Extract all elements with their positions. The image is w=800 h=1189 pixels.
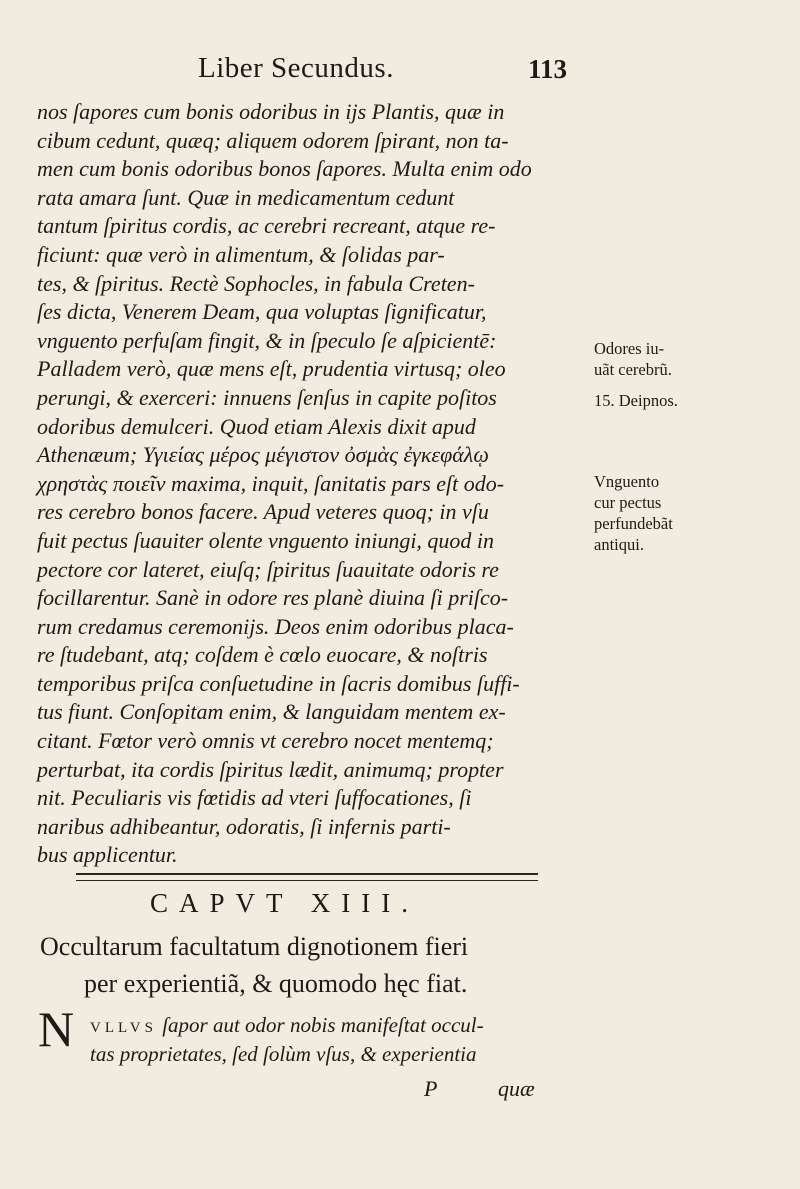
margin-note-line: Odores iu- — [594, 339, 665, 358]
margin-note-line: Vnguento — [594, 472, 660, 491]
first-word-smallcaps: VLLVS — [90, 1020, 157, 1036]
margin-note-line: perfundebãt — [594, 514, 673, 533]
text-line: χρηστὰς ποιεῖν maxima, inquit, ſanitatis pars eſt odo- — [37, 470, 505, 496]
text-line: citant. Fœtor verò omnis vt cerebro nocet mentemq; — [37, 728, 494, 754]
margin-note-line: antiqui. — [594, 535, 644, 554]
catchword: quæ — [498, 1076, 535, 1101]
page-number: 113 — [528, 54, 568, 84]
text-line: odoribus demulceri. Quod etiam Alexis dixit apud — [37, 413, 476, 439]
text-line: vnguento perfuſam fingit, & in ſpeculo ſe aſpicientē: — [37, 327, 497, 353]
chapter-title-line: per experientiã, & quomodo hęc fiat. — [84, 969, 468, 998]
text-line: tes, & ſpiritus. Rectè Sophocles, in fabula Creten- — [37, 270, 475, 296]
text-line: nos ſapores cum bonis odoribus in ijs Plantis, quæ in — [37, 99, 505, 124]
margin-notes — [594, 338, 794, 563]
text-line: perturbat, ita cordis ſpiritus lædit, animumq; propter — [37, 756, 504, 782]
text-line: focillarentur. Sanè in odore res planè diuina ſi priſco- — [37, 585, 509, 611]
page-footer — [0, 1076, 800, 1106]
running-title: Liber Secundus. — [198, 52, 394, 84]
text-line: men cum bonis odoribus bonos ſapores. Multa enim odo — [37, 156, 532, 182]
main-text-block — [37, 98, 585, 870]
text-line: re ſtudebant, atq; coſdem è cœlo euocare, & noſtris — [37, 642, 488, 668]
text-line: tas proprietates, ſed ſolùm vſus, & experientia — [90, 1041, 477, 1066]
text-line: nit. Peculiaris vis fœtidis ad vteri ſuffocationes, ſi — [37, 785, 472, 811]
margin-note-line: uãt cerebrũ. — [594, 360, 672, 379]
margin-note — [594, 338, 794, 380]
section-divider — [76, 873, 538, 875]
text-line: ficiunt: quæ verò in alimentum, & ſolidas par- — [37, 241, 445, 267]
section-divider — [76, 880, 538, 881]
text-line: res cerebro bonos facere. Apud veteres quoq; in vſu — [37, 499, 489, 525]
margin-note-line: 15. Deipnos. — [594, 391, 678, 410]
text-line: rum credamus ceremonijs. Deos enim odoribus placa- — [37, 613, 514, 639]
chapter-heading: CAPVT XIII. — [150, 888, 419, 918]
text-line: rata amara ſunt. Quæ in medicamentum cedunt — [37, 184, 455, 210]
chapter-title-line: Occultarum facultatum dignotionem fieri — [40, 932, 469, 961]
text-line: naribus adhibeantur, odoratis, ſi infernis parti- — [37, 813, 451, 839]
text-line — [90, 1011, 484, 1040]
text-line: Palladem verò, quæ mens eſt, prudentia virtusq; oleo — [37, 356, 506, 382]
text-line: perungi, & exerceri: innuens ſenſus in capite poſitos — [37, 384, 497, 410]
margin-note — [594, 390, 794, 411]
margin-note — [594, 471, 794, 555]
chapter-text-block — [90, 1011, 484, 1068]
text-line: tantum ſpiritus cordis, ac cerebri recreant, atque re- — [37, 213, 496, 239]
text-line: bus applicentur. — [37, 842, 178, 868]
chapter-title — [40, 928, 560, 1002]
page-header — [0, 52, 800, 92]
text-line: tus fiunt. Conſopitam enim, & languidam mentem ex- — [37, 699, 506, 725]
drop-cap: N — [38, 1001, 75, 1057]
text-line: Athenæum; Υγιείας μέρος μέγιστον ὀσμὰς ἐγκεφάλῳ — [37, 442, 489, 468]
text-line: cibum cedunt, quæq; aliquem odorem ſpirant, non ta- — [37, 127, 509, 153]
text-span: ſapor aut odor nobis manifeſtat occul- — [162, 1013, 484, 1037]
text-line: ſes dicta, Venerem Deam, qua voluptas ſignificatur, — [37, 299, 487, 325]
signature-mark: P — [424, 1076, 438, 1101]
text-line: fuit pectus ſuauiter olente vnguento iniungi, quod in — [37, 527, 495, 553]
text-line: pectore cor lateret, eiuſq; ſpiritus ſuauitate odoris re — [37, 556, 499, 582]
margin-note-line: cur pectus — [594, 493, 662, 512]
text-line: temporibus priſca conſuetudine in ſacris domibus ſuffi- — [37, 670, 520, 696]
